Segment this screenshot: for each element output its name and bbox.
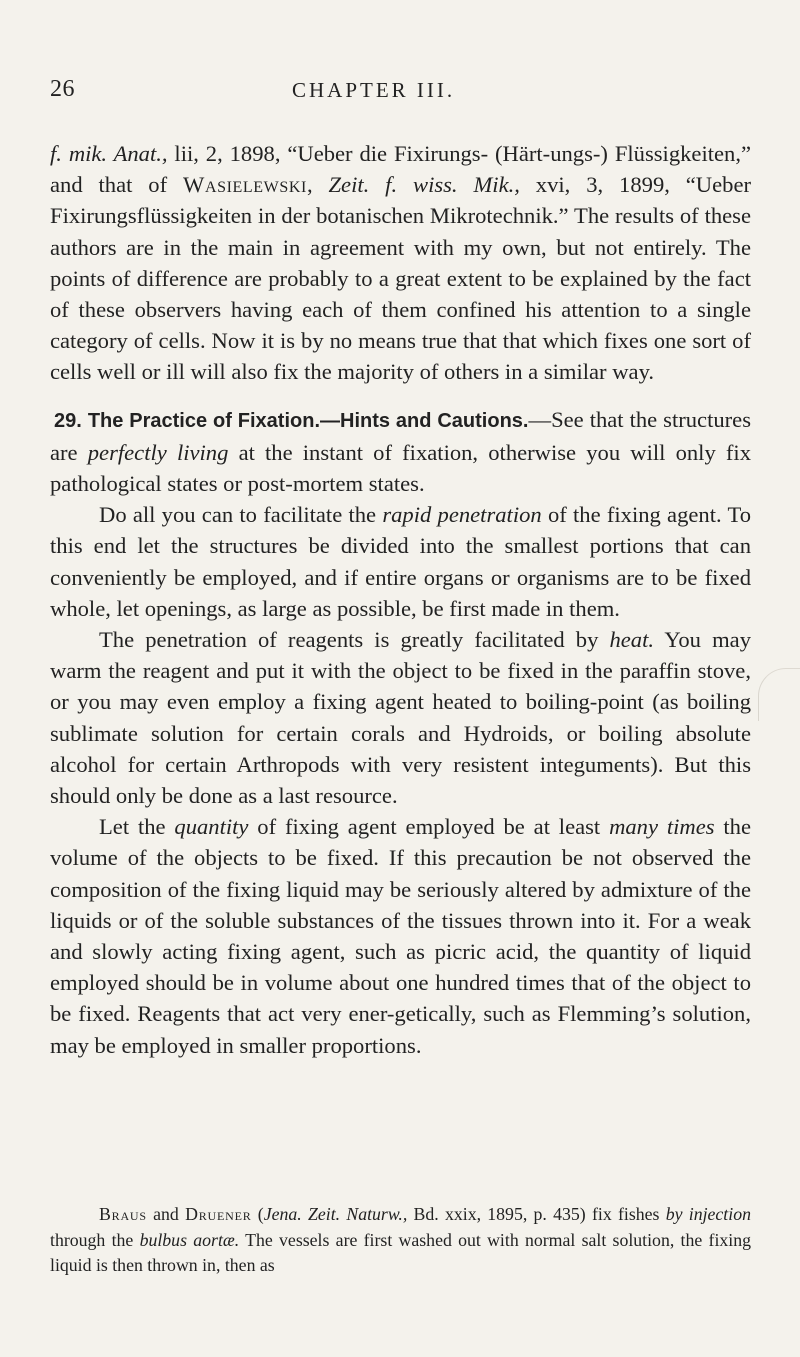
body-text xyxy=(50,138,751,1061)
section-paragraph xyxy=(50,404,751,500)
footnote-paragraph xyxy=(50,1202,751,1279)
emphasis: heat. xyxy=(609,627,655,653)
paper-smudge xyxy=(758,668,800,721)
emphasis: many times xyxy=(609,814,715,840)
paragraph-quantity xyxy=(50,811,751,1061)
emphasis: quantity xyxy=(174,814,249,840)
text-span: at the instant of fixation, otherwise you will only fix pathological states or post-mortem states. xyxy=(50,439,752,497)
author-name: Druener xyxy=(185,1204,252,1224)
text-span: of fixing agent employed be at least xyxy=(248,814,610,840)
text-span: The vessels are first washed out with normal salt solution, the fixing liquid is then thrown in, then as xyxy=(50,1229,751,1275)
paragraph-heat xyxy=(50,624,751,811)
emphasis: bulbus aortæ. xyxy=(139,1229,240,1250)
text-span: lii, 2, 1898, “Ueber die Fixirungs- (Härt-ungs-) Flüssigkeiten,” and that of xyxy=(50,141,751,198)
text-span: Bd. xxix, 1895, p. 435) fix fishes xyxy=(407,1204,666,1224)
text-span: Let the xyxy=(99,814,175,840)
author-name: Wasielewski xyxy=(183,172,307,198)
text-span: ( xyxy=(251,1204,264,1224)
journal-title: f. mik. Anat., xyxy=(50,141,168,166)
journal-title: Jena. Zeit. Naturw., xyxy=(263,1204,408,1224)
emphasis: perfectly living xyxy=(87,439,229,465)
text-span: Do all you can to facilitate the xyxy=(99,502,383,528)
author-name: Braus xyxy=(99,1204,147,1224)
text-span: the volume of the objects to be fixed. If this precaution be not observed the composition of the fixing liquid may be seriously altered by admixture of the liquids or of the soluble substances of the tissues thrown into it. For a weak and slowly acting fixing agent, such as picric acid, the quantity of liquid employed should be in volume about one hundred times that of the object to be fixed. Reagents that act very ener-getically, such as Flemming’s solution, may be employed in smaller proportions. xyxy=(50,814,751,1058)
text-span: through the xyxy=(50,1229,140,1250)
text-span: —See that the structures are xyxy=(50,406,751,465)
text-span: , xyxy=(306,172,329,198)
emphasis: rapid penetration xyxy=(382,502,542,528)
text-span: xvi, 3, 1899, “Ueber Fixirungsflüssigkeiten in der botanischen Mikrotechnik.” The results of these authors are in the main in agreement with my own, but not entirely. The points of difference are probably to a great extent to be explained by the fact of these observers having each of them confined his attention to a single category of cells. Now it is by no means true that that which fixes one sort of cells well or ill will also fix the majority of others in a similar way. xyxy=(50,172,752,385)
running-head: CHAPTER III. xyxy=(292,78,456,102)
text-span: You may warm the reagent and put it with the object to be fixed in the paraffin stove, or you may even employ a fixing agent heated to boiling-point (as boiling sublimate solution for certain corals and Hydroids, or boiling absolute alcohol for certain Arthropods with very resistent integuments). But this should only be done as a last resource. xyxy=(50,627,751,809)
page-header xyxy=(50,76,750,110)
section-number: 29. xyxy=(54,409,82,432)
journal-title: Zeit. f. wiss. Mik., xyxy=(328,172,520,198)
paragraph-penetration xyxy=(50,499,751,624)
emphasis: by injection xyxy=(665,1204,751,1224)
paragraph-continuation xyxy=(50,138,751,388)
text-span: The penetration of reagents is greatly facilitated by xyxy=(99,627,610,653)
text-span: of the fixing agent. To this end let the structures be divided into the smallest portions that can conveniently be employed, and if entire organs or organisms are to be fixed whole, let openings, as large as possible, be first made in them. xyxy=(50,502,751,621)
page-number: 26 xyxy=(50,76,75,102)
text-span: and xyxy=(146,1204,186,1224)
section-title: The Practice of Fixation.—Hints and Cautions. xyxy=(87,409,529,432)
